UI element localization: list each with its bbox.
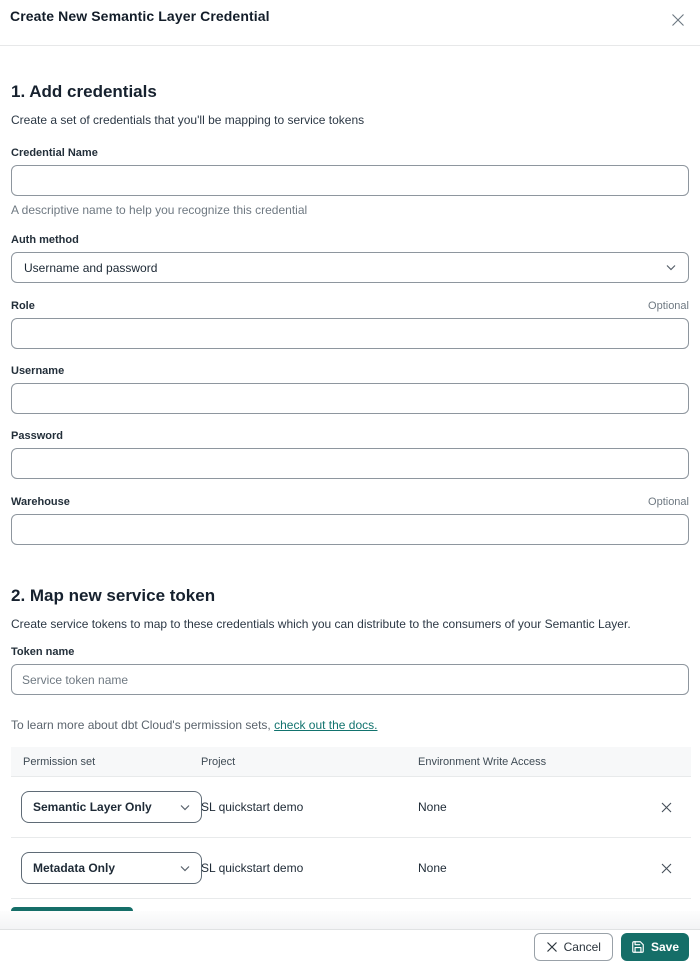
section2-subtitle: Create service tokens to map to these credentials which you can distribute to the consumers of your Semantic Layer. [11,617,631,631]
cancel-label: Cancel [563,940,601,954]
role-label: Role [11,300,35,312]
footer-area [0,911,700,968]
role-optional-badge: Optional [648,300,689,312]
credential-name-input[interactable] [11,165,689,196]
header-environment-write-access: Environment Write Access [418,755,547,768]
auth-method-label: Auth method [11,234,79,246]
modal-body [0,82,700,933]
warehouse-optional-badge: Optional [648,496,689,508]
role-input[interactable] [11,318,689,349]
warehouse-input[interactable] [11,514,689,545]
token-name-label: Token name [11,646,75,658]
save-icon [631,940,645,954]
permissions-table-header [11,747,691,777]
auth-method-select[interactable] [11,252,689,283]
header-project: Project [201,755,236,768]
warehouse-label: Warehouse [11,496,70,508]
header-permission-set: Permission set [23,755,96,768]
project-cell: SL quickstart demo [201,861,304,875]
remove-permission-row1-button[interactable] [656,797,677,818]
permission-set-value: Metadata Only [33,861,116,875]
docs-link[interactable]: check out the docs. [274,718,378,732]
permission-set-value: Semantic Layer Only [33,800,152,814]
modal-footer [0,930,700,968]
modal-title: Create New Semantic Layer Credential [10,8,270,24]
project-cell: SL quickstart demo [201,800,304,814]
permissions-table [11,747,691,899]
credential-name-label: Credential Name [11,147,98,159]
password-label: Password [11,430,63,442]
close-icon [546,941,558,953]
section1-heading: 1. Add credentials [11,82,157,101]
remove-permission-row2-button[interactable] [656,858,677,879]
close-icon [660,801,673,814]
docs-text: To learn more about dbt Cloud's permission sets, [11,718,275,732]
close-button[interactable] [668,10,688,30]
modal-header [0,0,700,46]
table-row [11,838,691,899]
environment-write-access-cell: None [418,800,447,814]
token-name-input[interactable] [11,664,689,695]
role-label-row [11,300,689,312]
username-input[interactable] [11,383,689,414]
username-label: Username [11,365,65,377]
table-row [11,777,691,838]
permission-set-select-row1[interactable] [21,791,202,823]
close-icon [660,862,673,875]
chevron-down-icon [180,865,190,872]
save-label: Save [650,940,679,954]
auth-method-selected-value: Username and password [24,260,158,275]
close-icon [670,12,686,28]
permission-sets-docs-line [11,718,689,732]
warehouse-label-row [11,496,689,508]
section1-subtitle: Create a set of credentials that you'll be mapping to service tokens [11,113,365,127]
chevron-down-icon [666,264,676,271]
credential-name-helper: A descriptive name to help you recognize this credential [11,203,308,217]
footer-divider [0,911,700,930]
chevron-down-icon [180,804,190,811]
password-input[interactable] [11,448,689,479]
environment-write-access-cell: None [418,861,447,875]
permission-set-select-row2[interactable] [21,852,202,884]
section2-heading: 2. Map new service token [11,586,216,605]
save-button[interactable] [621,933,689,961]
cancel-button[interactable] [534,933,613,961]
